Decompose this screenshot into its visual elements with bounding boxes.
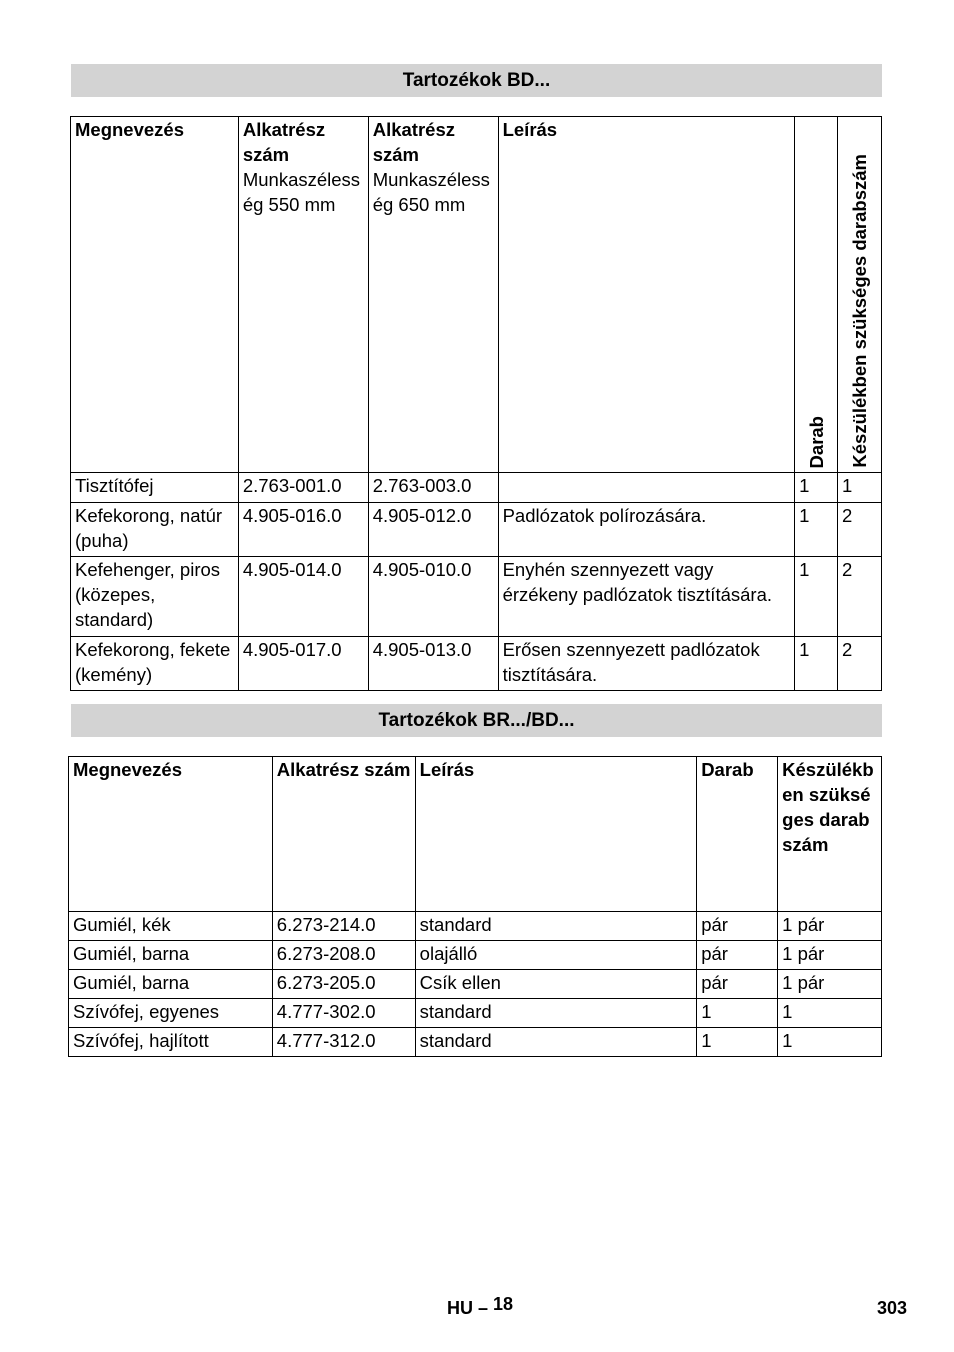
cell-name: Kefehenger, piros (közepes, standard) xyxy=(71,557,239,637)
table-row xyxy=(71,637,882,691)
cell-name: Gumiél, barna xyxy=(69,941,273,970)
table-row xyxy=(69,912,882,941)
table-header-row xyxy=(69,757,882,912)
cell-quantity: 1 xyxy=(697,1028,778,1057)
cell-name: Szívófej, egyenes xyxy=(69,999,273,1028)
cell-part: 4.777-302.0 xyxy=(272,999,415,1028)
cell-name: Szívófej, hajlított xyxy=(69,1028,273,1057)
cell-description: Csík ellen xyxy=(415,970,697,999)
cell-required: 1 pár xyxy=(778,970,882,999)
cell-description: standard xyxy=(415,1028,697,1057)
cell-description: standard xyxy=(415,912,697,941)
table-row xyxy=(69,999,882,1028)
header-name: Megnevezés xyxy=(71,117,239,473)
table-row xyxy=(69,970,882,999)
cell-part-650: 4.905-013.0 xyxy=(368,637,498,691)
cell-part-650: 4.905-012.0 xyxy=(368,503,498,557)
header-name: Megnevezés xyxy=(69,757,273,912)
accessories-br-bd-table xyxy=(68,756,882,1057)
table-row xyxy=(71,473,882,503)
footer-page-local: 18 xyxy=(493,1294,514,1314)
cell-part-550: 4.905-014.0 xyxy=(238,557,368,637)
cell-quantity: 1 xyxy=(697,999,778,1028)
cell-part-550: 4.905-017.0 xyxy=(238,637,368,691)
cell-quantity: 1 xyxy=(795,503,838,557)
footer-language: HU xyxy=(447,1298,473,1318)
section-title-br-bd: Tartozékok BR.../BD... xyxy=(71,704,882,737)
cell-quantity: 1 xyxy=(795,473,838,503)
table-row xyxy=(71,503,882,557)
cell-name: Gumiél, barna xyxy=(69,970,273,999)
cell-quantity: 1 xyxy=(795,557,838,637)
cell-quantity: pár xyxy=(697,941,778,970)
footer-page-label xyxy=(447,1294,514,1319)
cell-part-550: 2.763-001.0 xyxy=(238,473,368,503)
cell-description: Padlózatok polírozására. xyxy=(498,503,794,557)
cell-required: 1 pár xyxy=(778,941,882,970)
cell-description xyxy=(498,473,794,503)
cell-part: 4.777-312.0 xyxy=(272,1028,415,1057)
cell-part-650: 2.763-003.0 xyxy=(368,473,498,503)
footer-dash: – xyxy=(478,1298,489,1318)
header-part-550: Alkatrész szám Munkaszélesség 550 mm xyxy=(238,117,368,473)
cell-required: 2 xyxy=(838,503,882,557)
cell-required: 1 xyxy=(838,473,882,503)
cell-required: 1 xyxy=(778,999,882,1028)
cell-required: 1 xyxy=(778,1028,882,1057)
header-required-quantity: Készülékben szükséges darabszám xyxy=(778,757,882,912)
cell-description: Erősen szennyezett padlózatok tisztítására. xyxy=(498,637,794,691)
header-quantity: Darab xyxy=(697,757,778,912)
cell-quantity: pár xyxy=(697,912,778,941)
header-description: Leírás xyxy=(415,757,697,912)
cell-description: standard xyxy=(415,999,697,1028)
cell-required: 2 xyxy=(838,637,882,691)
cell-name: Tisztítófej xyxy=(71,473,239,503)
cell-name: Gumiél, kék xyxy=(69,912,273,941)
footer-page-number: 303 xyxy=(877,1298,908,1318)
cell-required: 1 pár xyxy=(778,912,882,941)
table-row xyxy=(71,557,882,637)
cell-quantity: pár xyxy=(697,970,778,999)
header-part: Alkatrész szám xyxy=(272,757,415,912)
cell-required: 2 xyxy=(838,557,882,637)
table-row xyxy=(69,941,882,970)
cell-name: Kefekorong, fekete (kemény) xyxy=(71,637,239,691)
table-row xyxy=(69,1028,882,1057)
section-title-bd: Tartozékok BD... xyxy=(71,64,882,97)
header-required-quantity: Készülékben szükséges darabszám xyxy=(838,117,882,473)
cell-part: 6.273-208.0 xyxy=(272,941,415,970)
cell-quantity: 1 xyxy=(795,637,838,691)
header-quantity: Darab xyxy=(795,117,838,473)
cell-part: 6.273-214.0 xyxy=(272,912,415,941)
table-header-row xyxy=(71,117,882,473)
cell-name: Kefekorong, natúr (puha) xyxy=(71,503,239,557)
header-part-650: Alkatrész szám Munkaszélesség 650 mm xyxy=(368,117,498,473)
cell-part-650: 4.905-010.0 xyxy=(368,557,498,637)
header-description: Leírás xyxy=(498,117,794,473)
accessories-bd-table xyxy=(70,116,882,691)
cell-description: Enyhén szennyezett vagy érzékeny padlózatok tisztítására. xyxy=(498,557,794,637)
cell-description: olajálló xyxy=(415,941,697,970)
cell-part: 6.273-205.0 xyxy=(272,970,415,999)
cell-part-550: 4.905-016.0 xyxy=(238,503,368,557)
